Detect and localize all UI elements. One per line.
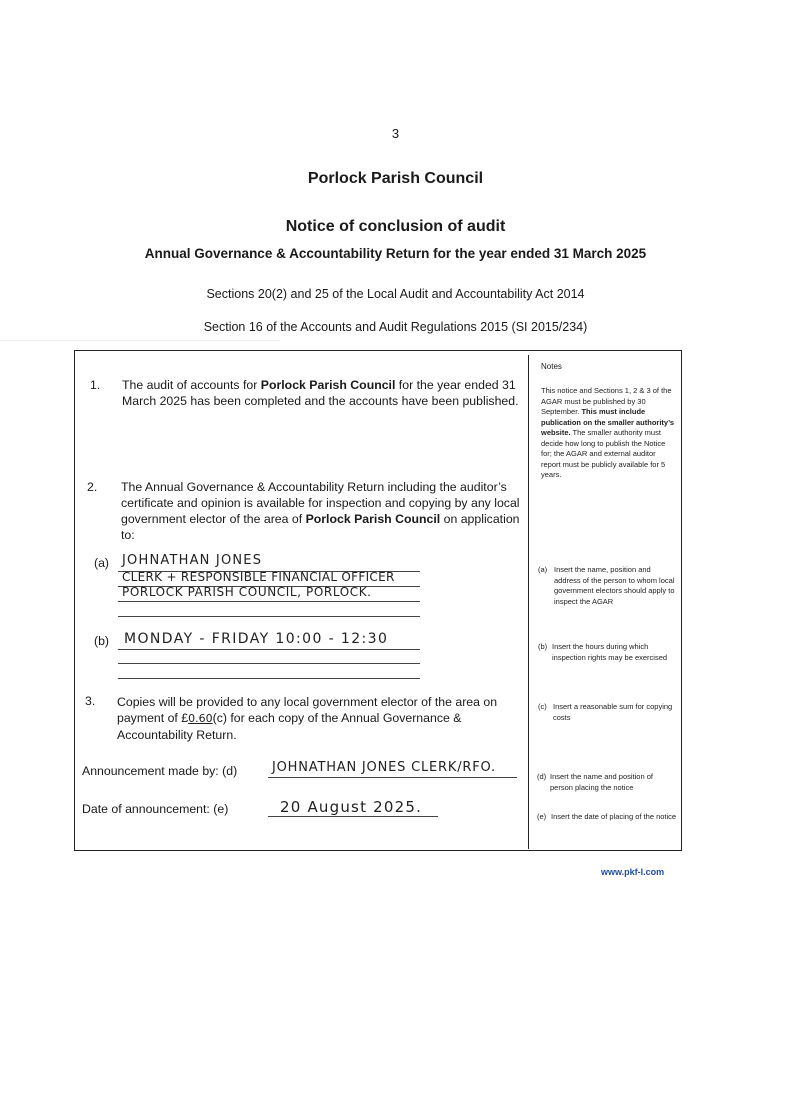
regulations-line: Section 16 of the Accounts and Audit Regulations 2015 (SI 2015/234) bbox=[203, 320, 588, 334]
faint-divider bbox=[0, 340, 280, 341]
page-number: 3 bbox=[391, 126, 400, 141]
inspection-contact-position: CLERK + RESPONSIBLE FINANCIAL OFFICER bbox=[122, 570, 395, 584]
notice-title: Notice of conclusion of audit bbox=[285, 218, 506, 235]
note-d-label: (d) bbox=[537, 772, 547, 781]
answer-line bbox=[268, 777, 517, 778]
note-e-label: (e) bbox=[537, 812, 547, 821]
date-of-announcement: 20 August 2025. bbox=[280, 798, 423, 816]
footer-website-link[interactable]: www.pkf-l.com bbox=[601, 867, 665, 877]
answer-line bbox=[118, 616, 420, 617]
note-a-text: Insert the name, position and address of the person to whom local government electors should apply to inspect the AGAR bbox=[554, 565, 675, 606]
announcement-by: JOHNATHAN JONES CLERK/RFO. bbox=[272, 760, 496, 775]
answer-line bbox=[268, 816, 438, 817]
item-2-number: 2. bbox=[87, 480, 98, 494]
council-title: Porlock Parish Council bbox=[307, 170, 484, 187]
copy-cost: 0.60 bbox=[188, 712, 213, 725]
answer-line bbox=[118, 663, 420, 664]
notes-intro: This notice and Sections 1, 2 & 3 of the AGAR must be published by 30 September. This must include publication on the smaller authority’s website. The smaller authority must decide how long to publish the Notice for; the AGAR and external auditor report must be publicly available for 5 years. bbox=[541, 386, 675, 479]
answer-line bbox=[118, 678, 420, 679]
note-e-text: Insert the date of placing of the notice bbox=[551, 812, 677, 821]
part-a-label: (a) bbox=[94, 556, 110, 570]
announcement-label: Announcement made by: (d) bbox=[82, 764, 238, 778]
item-1-text: The audit of accounts for Porlock Parish Council for the year ended 31 March 2025 has been completed and the accounts have been published. bbox=[122, 378, 519, 408]
notes-column-divider bbox=[528, 355, 529, 849]
part-b-label: (b) bbox=[94, 634, 110, 648]
inspection-hours: MONDAY - FRIDAY 10:00 - 12:30 bbox=[124, 631, 389, 647]
sections-line: Sections 20(2) and 25 of the Local Audit and Accountability Act 2014 bbox=[206, 287, 585, 301]
inspection-contact-address: PORLOCK PARISH COUNCIL, PORLOCK. bbox=[122, 585, 372, 599]
note-b-label: (b) bbox=[538, 642, 548, 651]
note-c-text: Insert a reasonable sum for copying costs bbox=[553, 702, 673, 722]
notes-heading: Notes bbox=[541, 362, 562, 371]
agar-title: Annual Governance & Accountability Return for the year ended 31 March 2025 bbox=[144, 246, 647, 261]
date-of-announcement-label: Date of announcement: (e) bbox=[82, 802, 229, 816]
item-1-number: 1. bbox=[90, 378, 101, 392]
item-3-number: 3. bbox=[85, 694, 96, 708]
answer-line bbox=[118, 601, 420, 602]
answer-line bbox=[118, 649, 420, 650]
item-3-text: Copies will be provided to any local government elector of the area on payment of £0.60(c) for each copy of the Annual Governance & Accountability Return. bbox=[117, 695, 498, 742]
note-d-text: Insert the name and position of person placing the notice bbox=[550, 772, 653, 792]
item-2-text: The Annual Governance & Accountability Return including the auditor’s certificate and opinion is available for inspection and copying by any local government elector of the area of Porlock Parish Council on application to: bbox=[121, 480, 520, 542]
note-b-text: Insert the hours during which inspection rights may be exercised bbox=[552, 642, 668, 662]
note-c-label: (c) bbox=[538, 702, 547, 711]
note-a-label: (a) bbox=[538, 565, 548, 574]
inspection-contact-name: JOHNATHAN JONES bbox=[122, 553, 263, 568]
